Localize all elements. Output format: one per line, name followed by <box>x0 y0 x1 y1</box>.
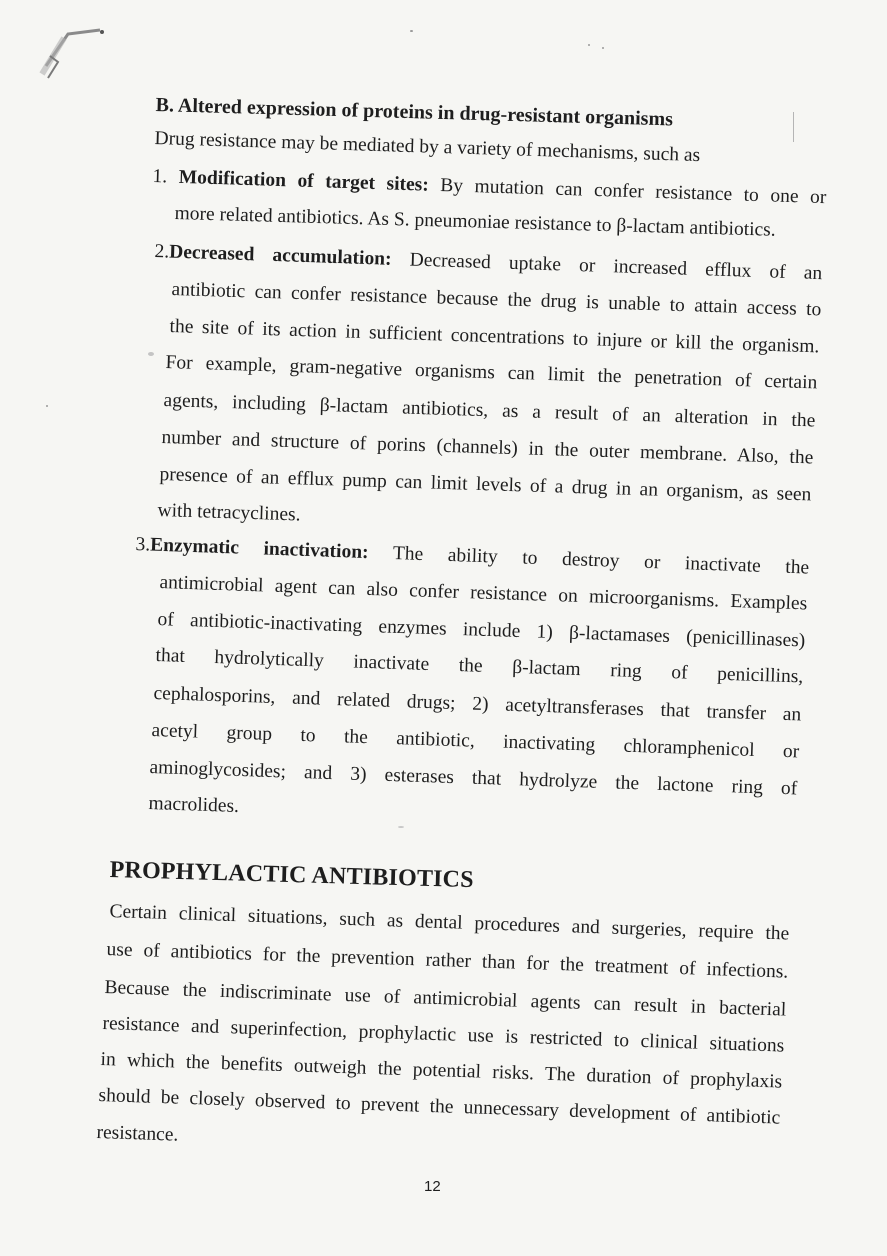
list-item-text: By mutation can confer resistance to one or <box>439 175 827 209</box>
list-item-2-line-6: number and structure of porins (channels) in the outer membrane. Also, the <box>161 426 814 469</box>
list-item-2-line-2: antibiotic can confer resistance because the drug is unable to attain access to <box>171 278 822 321</box>
list-item-3-line-4: that hydrolytically inactivate the β-lactam ring of penicillins, <box>155 644 804 688</box>
list-item-3-line-6: acetyl group to the antibiotic, inactivating chloramphenicol or <box>151 719 800 763</box>
list-item-number: 3. <box>135 533 151 556</box>
scan-speck <box>398 826 404 828</box>
paragraph-line-4: resistance and superinfection, prophylactic use is restricted to clinical situations <box>102 1012 785 1057</box>
list-item-number: 1. <box>152 165 168 188</box>
list-item-3-line-5: cephalosporins, and related drugs; 2) acetyltransferases that transfer an <box>153 682 802 726</box>
list-item-3-line-3: of antibiotic-inactivating enzymes include 1) β-lactamases (penicillinases) <box>157 608 806 652</box>
paragraph-line-3: Because the indiscriminate use of antimicrobial agents can result in bacterial <box>104 976 787 1021</box>
section-b-intro: Drug resistance may be mediated by a variety of mechanisms, such as <box>154 127 701 167</box>
list-item-term: Enzymatic inactivation: <box>149 534 369 564</box>
scan-speck <box>793 112 794 142</box>
list-item-term: Decreased accumulation: <box>168 241 392 270</box>
list-item-text: The ability to destroy or inactivate the <box>392 542 810 579</box>
list-item-text: Decreased uptake or increased efflux of an <box>409 249 823 285</box>
list-item-2-line-3: the site of its action in sufficient concentrations to injure or kill the organism. <box>169 315 820 358</box>
list-item-number: 2. <box>154 240 170 263</box>
list-item-2-line-8: with tetracyclines. <box>157 499 301 526</box>
scan-speck <box>148 352 154 356</box>
list-item-2-line-7: presence of an efflux pump can limit levels of a drug in an organism, as seen <box>159 463 812 506</box>
scan-speck <box>410 30 413 32</box>
scan-speck <box>588 44 590 46</box>
list-item-3-line-7: aminoglycosides; and 3) esterases that hydrolyze the lactone ring of <box>149 756 798 800</box>
list-item-3-line-8: macrolides. <box>148 792 240 817</box>
paragraph-line-2: use of antibiotics for the prevention rather than for the treatment of infections. <box>106 938 789 983</box>
scan-speck <box>602 47 604 49</box>
scan-speck <box>46 405 48 407</box>
paragraph-line-6: should be closely observed to prevent the unnecessary development of antibiotic <box>98 1084 781 1129</box>
section-b-title: B. Altered expression of proteins in drug-resistant organisms <box>155 94 674 131</box>
paragraph-line-1: Certain clinical situations, such as dental procedures and surgeries, require the <box>109 900 790 945</box>
paragraph-line-7: resistance. <box>96 1121 179 1146</box>
list-item-2-line-5: agents, including β-lactam antibiotics, as a result of an alteration in the <box>163 389 816 432</box>
list-item-2-line-4: For example, gram-negative organisms can limit the penetration of certain <box>165 351 818 394</box>
list-item-term: Modification of target sites: <box>178 166 430 196</box>
paragraph-line-5: in which the benefits outweigh the potential risks. The duration of prophylaxis <box>100 1048 783 1093</box>
list-item-3-line-2: antimicrobial agent can also confer resistance on microorganisms. Examples <box>159 571 808 615</box>
list-item-1-line-2: more related antibiotics. As S. pneumoniae resistance to β-lactam antibiotics. <box>174 202 776 241</box>
page-number: 12 <box>424 1178 441 1195</box>
section-heading: PROPHYLACTIC ANTIBIOTICS <box>109 857 475 894</box>
staple-mark-icon <box>38 26 108 86</box>
